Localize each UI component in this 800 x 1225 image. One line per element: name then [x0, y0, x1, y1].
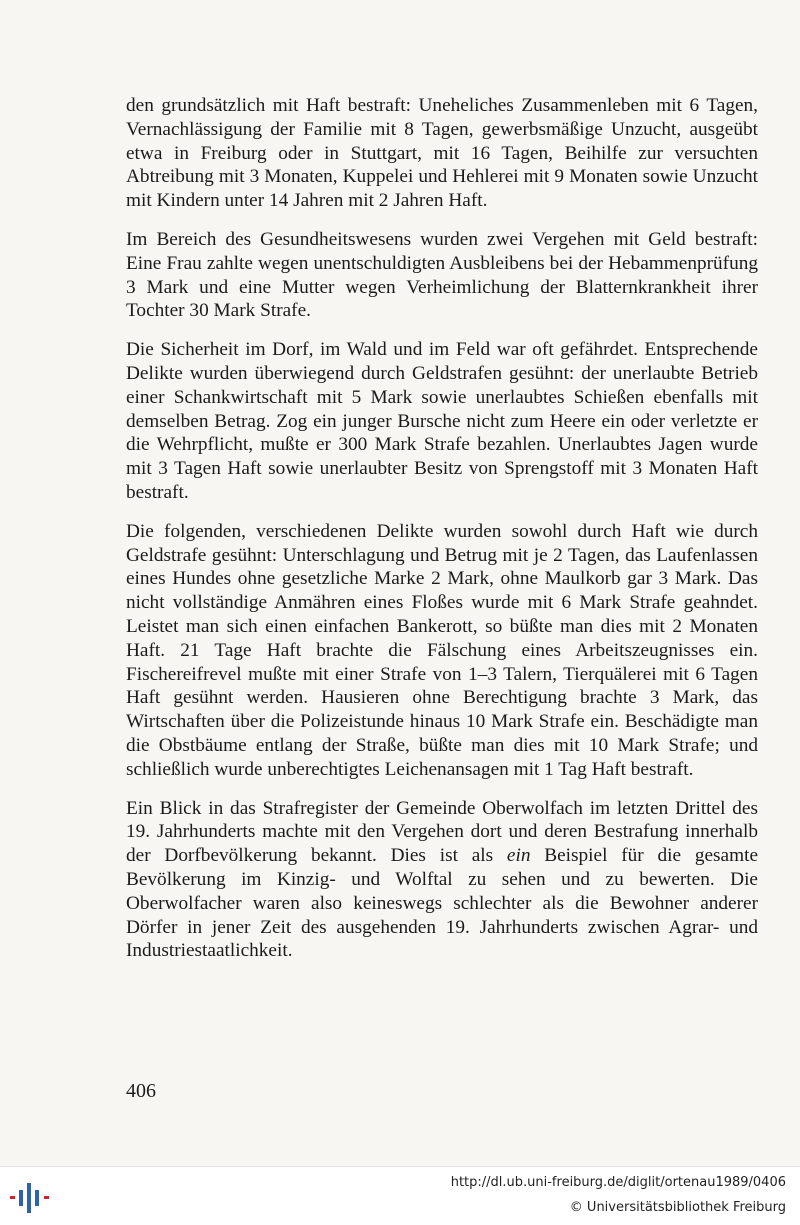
page-number: 406	[126, 1080, 156, 1102]
copyright-notice: © Universitätsbibliothek Freiburg	[569, 1200, 786, 1215]
source-url-link[interactable]: http://dl.ub.uni-freiburg.de/diglit/ortenau1989/0406	[450, 1175, 786, 1190]
emphasis-text: ein	[506, 845, 531, 867]
paragraph-text: Ein Blick in das Strafregister der Gemeinde Oberwolfach im letzten Drittel des 19. Jahrhunderts machte mit den Vergehen dort und deren Bestrafung innerhalb der Dorfbevölkerung bekannt. Dies ist als	[126, 797, 758, 867]
footer-bar	[0, 1166, 800, 1225]
paragraph	[126, 94, 758, 213]
paragraph	[126, 228, 758, 323]
paragraph-text: Die folgenden, verschiedenen Delikte wurden sowohl durch Haft wie durch Geldstrafe gesühnt: Unterschlagung und Betrug mit je 2 Tagen, das Laufenlassen eines Hundes ohne gesetzliche Marke 2 Mark, ohne Maulkorb gar 3 Mark. Das nicht vollständige Anmähren eines Floßes wurde mit 6 Mark Strafe geahndet. Leistet man sich einen einfachen Bankerott, so büßte man dies mit 2 Monaten Haft. 21 Tage Haft brachte die Fälschung eines Arbeitszeugnisses ein. Fischereifrevel mußte mit einer Strafe von 1–3 Talern, Tierquälerei mit 6 Tagen Haft gesühnt werden. Hausieren ohne Berechtigung brachte 3 Mark, das Wirtschaften über die Polizeistunde hinaus 10 Mark Strafe ein. Beschädigte man die Obstbäume entlang der Straße, büßte man dies mit 10 Mark Strafe; und schließlich wurde unberechtigtes Leichenansagen mit 1 Tag Haft bestraft.	[126, 520, 758, 780]
paragraph	[126, 520, 758, 782]
paragraph-text: Beispiel für die gesamte Bevölkerung im Kinzig- und Wolftal zu sehen und zu bewerten. Die Oberwolfacher waren also keineswegs schlechter als die Bewohner anderer Dörfer in jener Zeit des ausgehenden 19. Jahrhunderts zwischen Agrar- und Industriestaatlichkeit.	[126, 845, 758, 962]
paragraph-text: den grundsätzlich mit Haft bestraft: Uneheliches Zusammenleben mit 6 Tagen, Vernachlässigung der Familie mit 8 Tagen, gewerbsmäßige Unzucht, ausgeübt etwa in Freiburg oder in Stuttgart, mit 16 Tagen, Beihilfe zur versuchten Abtreibung mit 3 Monaten, Kuppelei und Hehlerei mit 9 Monaten sowie Unzucht mit Kindern unter 14 Jahren mit 2 Jahren Haft.	[126, 95, 758, 212]
paragraph-text: Die Sicherheit im Dorf, im Wald und im Feld war oft gefährdet. Entsprechende Delikte wurden überwiegend durch Geldstrafen gesühnt: der unerlaubte Betrieb einer Schankwirtschaft mit 5 Mark sowie unerlaubtes Schießen ebenfalls mit demselben Betrag. Zog ein junger Bursche nicht zum Heere ein oder verletzte er die Wehrpflicht, mußte er 300 Mark Strafe bezahlen. Unerlaubtes Jagen wurde mit 3 Tagen Haft sowie unerlaubter Besitz von Sprengstoff mit 3 Monaten Haft bestraft.	[126, 339, 758, 503]
ub-freiburg-logo-icon	[8, 1177, 54, 1217]
paragraph-text: Im Bereich des Gesundheitswesens wurden zwei Vergehen mit Geld bestraft: Eine Frau zahlte wegen unentschuldigten Ausbleibens bei der Hebammenprüfung 3 Mark und eine Mutter wegen Verheimlichung der Blatternkrankheit ihrer Tochter 30 Mark Strafe.	[126, 228, 758, 322]
paragraph	[126, 797, 758, 964]
paragraph	[126, 338, 758, 505]
body-text	[126, 94, 758, 978]
